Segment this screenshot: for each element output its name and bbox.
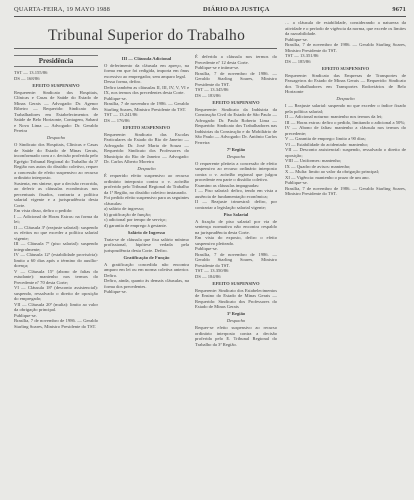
paragraph: I — Adicional de Horas Extras: na forma da lei;	[14, 213, 98, 224]
paragraph: Requerente: Sindicato das Empresas de Transportes de Passageiros do Estado de Minas Gerais — Requerido: Sindicato dos Trabalhadores em Transportes Rodoviários de Belo Horizonte	[285, 72, 406, 94]
paragraph: VII — Cláusula 20ª (multa): limito ao valor da obrigação principal.	[14, 301, 98, 312]
paragraph: É requerido efeito suspensivo ao recurso ordinário interposto contra o v. acórdão proferido pelo Tribunal Regional do Trabalho da 1ª Região, no dissídio coletivo instaurado.	[104, 173, 189, 195]
paragraph: Defiro, ainda, quanto às demais cláusulas, na forma dos precedentes.	[104, 278, 189, 289]
subheading: Despacho	[137, 166, 156, 171]
paragraph: DS — 176/86	[104, 117, 130, 123]
paragraph: c) adicional por tempo de serviço;	[104, 217, 167, 222]
paragraph: Brasília, 7 de novembro de 1986. — Geraldo Starling Soares, Ministro Presidente do TST.	[285, 42, 406, 53]
case-heading: III — Cláusula Adicional	[121, 55, 172, 61]
paragraph: A fixação de piso salarial por via de sentença normativa não encontra respaldo na jurisprudência desta Corte.	[195, 218, 277, 235]
paragraph: TST — 13.155/86	[14, 70, 48, 75]
paragraph: … a cláusula de estabilidade, considerando a natureza da atividade e o período de vigência da norma, que excede os limites da razoabilidade.	[285, 20, 406, 36]
paragraph: O deferimento da cláusula em apreço, na forma em que foi redigida, importa em ônus excessivo ao empregador, sem amparo legal.	[104, 62, 189, 79]
paragraph: X — Multa: limito ao valor da obrigação principal;	[285, 169, 380, 174]
paragraph: XI — Vigência: mantenho o prazo de um ano.	[285, 174, 370, 180]
paragraph: A gratificação concedida não encontra amparo em lei ou em norma coletiva anterior. Defiro.	[104, 261, 189, 278]
text-column-2	[104, 54, 189, 496]
paragraph: Requerente: Sindicato dos Estabelecimentos de Ensino do Estado de Minas Gerais — Requerido: Sindicato dos Professores do Estado de Minas Gerais	[195, 287, 277, 309]
paragraph: O requerente pleiteia a concessão de efeito suspensivo ao recurso ordinário interposto contra o v. acórdão regional que julgou procedente em parte o dissídio coletivo.	[195, 160, 277, 182]
paragraph: TST — 13.241/86	[104, 112, 138, 117]
paragraph: Requerente: Sindicato dos Hospitais, Clínicas e Casas de Saúde do Estado de Minas Gerais — Advogado: Dr. Agenor Ribeiro — Requerido: Sindicato dos Trabalhadores em Estabelecimentos de Saúde de Belo Horizonte, Contagem, Sabará e Nova Lima — Advogado: Dr. Geraldo Pereira	[14, 89, 98, 133]
text-column-1	[14, 70, 98, 496]
section-heading: Presidência	[14, 55, 98, 67]
case-heading: EFEITO SUSPENSIVO	[122, 124, 171, 130]
paragraph: Brasília, 7 de novembro de 1986. — Geraldo Starling Soares, Ministro Presidente do TST.	[285, 185, 406, 196]
paragraph: Publique-se.	[14, 312, 37, 318]
paragraph: Brasília, 7 de novembro de 1986. — Geraldo Starling Soares, Ministro Presidente do TST.	[195, 251, 277, 268]
paragraph: II — Reajuste trimestral: defiro, por contrariar a legislação salarial vigente;	[195, 199, 277, 210]
paragraph: Publique-se e intime-se.	[195, 65, 240, 70]
paragraph: TST — 13.345/86	[195, 87, 229, 92]
case-heading: Piso Salarial	[223, 211, 249, 217]
header-publication: DIÁRIO DA JUSTIÇA	[203, 6, 270, 13]
case-heading: EFEITO SUSPENSIVO	[32, 82, 80, 88]
paragraph: DS — 168/86	[14, 75, 40, 81]
paragraph: É deferida a cláusula nos termos do Precedente nº 12 desta Corte.	[195, 54, 277, 65]
case-heading: EFEITO SUSPENSIVO	[321, 65, 370, 71]
paragraph: VI — Estabilidade do acidentado: mantenho;	[285, 141, 369, 147]
paragraph: IV — Cláusula 12ª (estabilidade provisória): limito a 60 dias após o término do auxílio-doença;	[14, 252, 98, 268]
text-column-4	[285, 20, 406, 496]
paragraph: VII — Desconto assistencial: suspendo, ressalvado o direito de oposição;	[285, 147, 406, 158]
paragraph: Trata-se de cláusula que fixa salário mínimo profissional, hipótese vedada pela jurisprudência desta Corte. Defiro.	[104, 236, 189, 253]
paragraph: Requer-se efeito suspensivo ao recurso ordinário interposto contra a decisão proferida pelo E. Tribunal Regional do Trabalho da 3ª Região.	[195, 325, 277, 347]
paragraph: DS — 184/86	[195, 273, 221, 279]
paragraph: V — Cláusula 15ª (abono de faltas do estudante): mantenho nos termos do Precedente nº 70 desta Corte;	[14, 268, 98, 285]
paragraph: Requerente: Sindicato da Indústria da Construção Civil do Estado de São Paulo — Advogado: Dr. Paulo Roberto Lima — Requerido: Sindicato dos Trabalhadores nas Indústrias da Construção e do Mobiliário de São Paulo — Advogado: Dr. Antônio Carlos Ferreira	[195, 106, 277, 145]
case-heading: Salário de Ingresso	[127, 229, 166, 235]
title-rule	[14, 48, 277, 49]
paragraph: d) garantia de emprego à gestante.	[104, 222, 168, 228]
header-rule	[14, 16, 406, 17]
paragraph: b) gratificação de função;	[104, 211, 152, 217]
case-heading: 3ª Região	[226, 311, 246, 316]
paragraph: Em vista do exposto, defiro o efeito suspensivo pleiteado.	[195, 235, 277, 246]
paragraph: I — Piso salarial: defiro, tendo em vista a ausência de fundamentação econômica;	[195, 188, 277, 199]
case-heading: EFEITO SUSPENSIVO	[212, 280, 260, 286]
paragraph: VIII — Uniformes: mantenho;	[285, 158, 342, 163]
paragraph: II — Adicional noturno: mantenho nos termos da lei;	[285, 114, 383, 119]
paragraph: Foi pedido efeito suspensivo para as seguintes cláusulas:	[104, 195, 189, 206]
paragraph: a) salário de ingresso;	[104, 206, 145, 211]
page-title: Tribunal Superior do Trabalho	[48, 27, 246, 44]
paragraph: TST — 13.351/86	[285, 53, 319, 58]
header-date: QUARTA-FEIRA, 19 MAYO 1988	[14, 6, 111, 13]
paragraph: Requerente: Sindicato das Escolas Particulares do Estado do Rio de Janeiro — Advogado: Dr. José Maria de Souza — Requerido: Sindicato dos Professores do Município do Rio de Janeiro — Advogado: Dr. Carlos Alberto Moreira	[104, 131, 189, 164]
paragraph: DS — 185/86	[285, 58, 311, 64]
subheading: Despacho	[336, 96, 355, 101]
paragraph: II — Cláusula 3ª (reajuste salarial): suspendo os efeitos no que exceder a política salarial vigente;	[14, 224, 98, 241]
paragraph: V — Garantia de emprego: limito a 90 dias;	[285, 136, 366, 141]
case-heading: EFEITO SUSPENSIVO	[212, 99, 260, 105]
paragraph: Publique-se.	[285, 180, 308, 185]
paragraph: Publique-se.	[195, 246, 218, 251]
paragraph: Publique-se.	[104, 95, 127, 101]
paragraph: TST — 13.350/86	[195, 268, 229, 273]
paragraph: O Sindicato dos Hospitais, Clínicas e Casas de Saúde do Estado de Minas Gerais, inconformado com a r. decisão proferida pelo Egrégio Tribunal Regional do Trabalho da 3ª Região nos autos do dissídio coletivo, requer a concessão de efeito suspensivo ao recurso ordinário interposto.	[14, 142, 98, 180]
paragraph: Defiro também as cláusulas II, III, IV, V, VI e IX, nos termos dos precedentes desta Corte.	[104, 84, 189, 95]
paragraph: I — Reajuste salarial: suspendo no que exceder o índice fixado pela política salarial;	[285, 103, 406, 114]
paragraph: Brasília, 7 de novembro de 1986. — Geraldo Starling Soares, Ministro Presidente do TST.	[195, 70, 277, 87]
paragraph: III — Horas extras: defiro o pedido, limitando o adicional a 50%;	[285, 119, 406, 125]
header-page-number: 9671	[392, 6, 406, 13]
paragraph: IV — Abono de faltas: mantenho a cláusula nos termos do precedente;	[285, 125, 406, 136]
case-heading: 7ª Região	[226, 146, 246, 152]
paragraph: Em vista disso, defiro o pedido:	[14, 208, 73, 213]
paragraph: Sustenta, em síntese, que a decisão recorrida, ao deferir as cláusulas econômicas nos percentuais fixados, contraria a política salarial vigente e a jurisprudência desta Corte.	[14, 180, 98, 208]
paragraph: Publique-se.	[285, 36, 308, 42]
subheading: Despacho	[226, 153, 246, 159]
paragraph: Brasília, 7 de novembro de 1986. — Geraldo Starling Soares, Ministro Presidente do TST.	[14, 318, 98, 329]
paragraph: IX — Quadro de avisos: mantenho;	[285, 163, 351, 169]
subheading: Despacho	[46, 135, 66, 140]
paragraph: Dessa forma, defiro.	[104, 79, 142, 84]
paragraph: Brasília, 7 de novembro de 1986. — Geraldo Starling Soares, Ministro Presidente do TST.	[104, 101, 189, 112]
case-heading: Gratificação de Função	[123, 254, 170, 260]
paragraph: Publique-se.	[104, 289, 127, 294]
text-column-3	[195, 54, 277, 496]
subheading: Despacho	[226, 318, 246, 323]
page-header	[14, 6, 406, 15]
paragraph: VI — Cláusula 18ª (desconto assistencial): suspendo, ressalvado o direito de oposição do empregado;	[14, 285, 98, 301]
paragraph: III — Cláusula 7ª (piso salarial): suspendo integralmente;	[14, 241, 98, 252]
paragraph: Examino as cláusulas impugnadas:	[195, 182, 260, 188]
paragraph: DS — 183/86	[195, 92, 221, 98]
